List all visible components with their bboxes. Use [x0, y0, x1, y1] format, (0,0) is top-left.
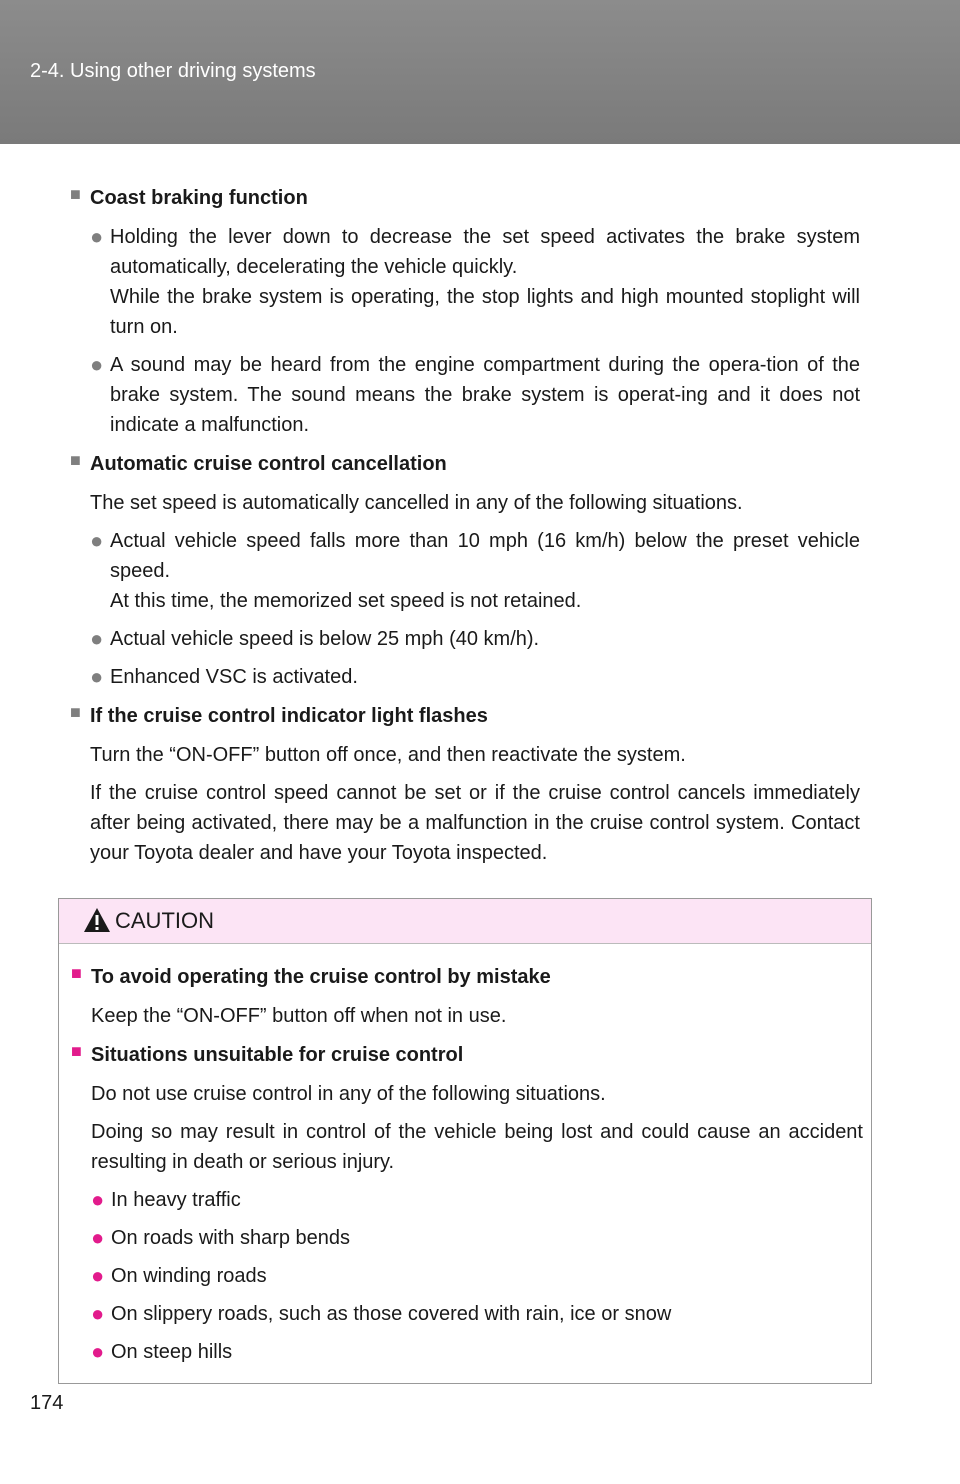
section-title: If the cruise control indicator light flashes	[90, 705, 488, 727]
bullet-text: On slippery roads, such as those covered with rain, ice or snow	[111, 1303, 672, 1325]
section-marker: ■	[70, 702, 81, 722]
section-title: To avoid operating the cruise control by mistake	[91, 966, 551, 988]
page-number: 174	[30, 1392, 64, 1414]
bullet-text: In heavy traffic	[111, 1189, 241, 1211]
section-paragraph: Keep the “ON-OFF” button off when not in use.	[91, 1005, 507, 1027]
caution-title: CAUTION	[115, 908, 214, 933]
bullet-item	[90, 222, 860, 342]
header-title: 2-4. Using other driving systems	[30, 60, 316, 82]
caution-header	[59, 899, 871, 944]
bullet-text: On steep hills	[111, 1341, 233, 1363]
section-paragraph: Doing so may result in control of the vehicle being lost and could cause an accident resulting in death or serious injury.	[91, 1121, 863, 1173]
section-paragraph: Turn the “ON-OFF” button off once, and then reactivate the system.	[90, 744, 686, 766]
bullet-item	[91, 1299, 863, 1329]
bullet-marker: ●	[91, 1225, 105, 1250]
bullet-marker: ●	[90, 528, 104, 553]
bullet-text: On winding roads	[111, 1265, 267, 1287]
bullet-text: Actual vehicle speed is below 25 mph (40 km/h).	[110, 628, 540, 650]
bullet-text: Holding the lever down to decrease the set speed activates the brake system automatically, decelerating the vehicle quickly.	[110, 226, 860, 278]
bullet-item	[90, 662, 860, 692]
bullet-text: Enhanced VSC is activated.	[110, 666, 358, 688]
bullet-text: A sound may be heard from the engine compartment during the opera-tion of the brake system. The sound means the brake system is operat-ing and it does not indicate a malfunction.	[110, 354, 860, 436]
warning-triangle-icon	[83, 907, 111, 933]
bullet-item	[91, 1185, 863, 1215]
section-title: Automatic cruise control cancellation	[90, 453, 447, 475]
bullet-text: While the brake system is operating, the stop lights and high mounted stoplight will turn on.	[110, 286, 860, 338]
section-title: Situations unsuitable for cruise control	[91, 1044, 464, 1066]
bullet-marker: ●	[91, 1339, 105, 1364]
section	[70, 700, 860, 868]
caution-body	[71, 961, 863, 1375]
section-marker: ■	[71, 1041, 82, 1061]
bullet-marker: ●	[90, 626, 104, 651]
bullet-marker: ●	[90, 352, 104, 377]
section	[70, 182, 860, 440]
bullet-item	[91, 1337, 863, 1367]
section-title: Coast braking function	[90, 187, 308, 209]
section	[70, 448, 860, 692]
section	[71, 961, 863, 1031]
section-paragraph: The set speed is automatically cancelled in any of the following situations.	[90, 492, 743, 514]
bullet-text: On roads with sharp bends	[111, 1227, 351, 1249]
sections-list	[70, 182, 860, 868]
bullet-item	[90, 350, 860, 440]
caution-box	[58, 898, 872, 1384]
section-marker: ■	[70, 450, 81, 470]
section-paragraph: Do not use cruise control in any of the following situations.	[91, 1083, 606, 1105]
section	[71, 1039, 863, 1367]
bullet-marker: ●	[90, 224, 104, 249]
bullet-marker: ●	[91, 1301, 105, 1326]
main-content	[70, 182, 860, 876]
bullet-text: Actual vehicle speed falls more than 10 mph (16 km/h) below the preset vehicle speed.	[110, 530, 860, 582]
bullet-item	[91, 1223, 863, 1253]
bullet-text: At this time, the memorized set speed is not retained.	[110, 590, 582, 612]
bullet-marker: ●	[91, 1187, 105, 1212]
bullet-marker: ●	[90, 664, 104, 689]
section-marker: ■	[70, 184, 81, 204]
bullet-item	[90, 624, 860, 654]
page-header	[0, 0, 960, 144]
bullet-item	[91, 1261, 863, 1291]
bullet-item	[90, 526, 860, 616]
section-marker: ■	[71, 963, 82, 983]
bullet-marker: ●	[91, 1263, 105, 1288]
section-paragraph: If the cruise control speed cannot be set or if the cruise control cancels immediately after being activated, there may be a malfunction in the cruise control system. Contact your Toyota dealer and have your Toyota inspected.	[90, 782, 860, 864]
